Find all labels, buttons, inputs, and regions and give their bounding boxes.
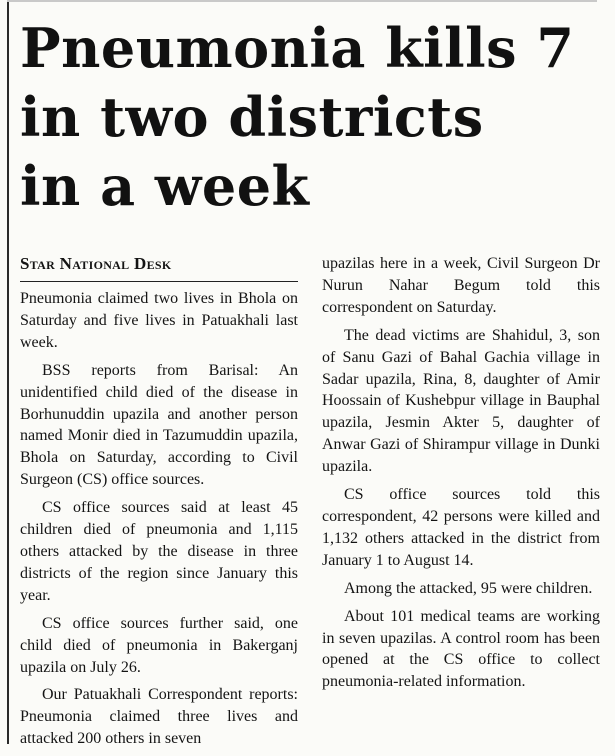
headline bbox=[20, 14, 600, 221]
paragraph: Among the attacked, 95 were children. bbox=[344, 579, 593, 597]
paragraph: Our Patuakhali Correspondent reports: Pneumonia claimed three lives and attacked 200 others in seven bbox=[20, 686, 298, 748]
paragraph: The dead victims are Shahidul, 3, son of Sanu Gazi of Bahal Gachia village in Sadar upazila, Rina, 8, daughter of Amir Hoossain of Kushebpur village in Bauphal upazila, Jesmin Akter 5, daughter of Anwar Gazi of Shirampur village in Dunki upazila. bbox=[322, 326, 600, 476]
paragraph: CS office sources told this correspondent, 42 persons were killed and 1,132 others attacked in the district from January 1 to August 14. bbox=[322, 486, 600, 569]
paragraph-continued: upazilas here in a week, Civil Surgeon Dr Nurun Nahar Begum told this correspondent on Saturday. bbox=[322, 255, 600, 316]
top-rule bbox=[7, 0, 597, 2]
paragraph: CS office sources further said, one child died of pneumonia in Bakerganj upazila on July 26. bbox=[20, 614, 298, 676]
byline: Star National Desk bbox=[20, 253, 298, 282]
headline-line-3: in a week bbox=[20, 154, 310, 218]
column-rule bbox=[7, 0, 9, 744]
headline-line-1: Pneumonia kills 7 bbox=[20, 16, 575, 80]
paragraph: BSS reports from Barisal: An unidentified child died of the disease in Borhunuddin upazila and another person named Monir died in Tazumuddin upazila, Bhola on Saturday, according to Civil Surgeon (CS) office sources. bbox=[20, 361, 298, 489]
paragraph: CS office sources said at least 45 children died of pneumonia and 1,115 others attacked by the disease in three districts of the region since January this year. bbox=[20, 499, 298, 604]
paragraph: About 101 medical teams are working in seven upazilas. A control room has been opened at the CS office to collect pneumonia-related information. bbox=[322, 607, 600, 691]
paragraph-lead: Pneumonia claimed two lives in Bhola on Saturday and five lives in Patuakhali last week. bbox=[20, 290, 298, 351]
article-column-right bbox=[322, 253, 600, 699]
article-column-left bbox=[20, 253, 298, 756]
headline-line-2: in two districts bbox=[20, 85, 484, 149]
